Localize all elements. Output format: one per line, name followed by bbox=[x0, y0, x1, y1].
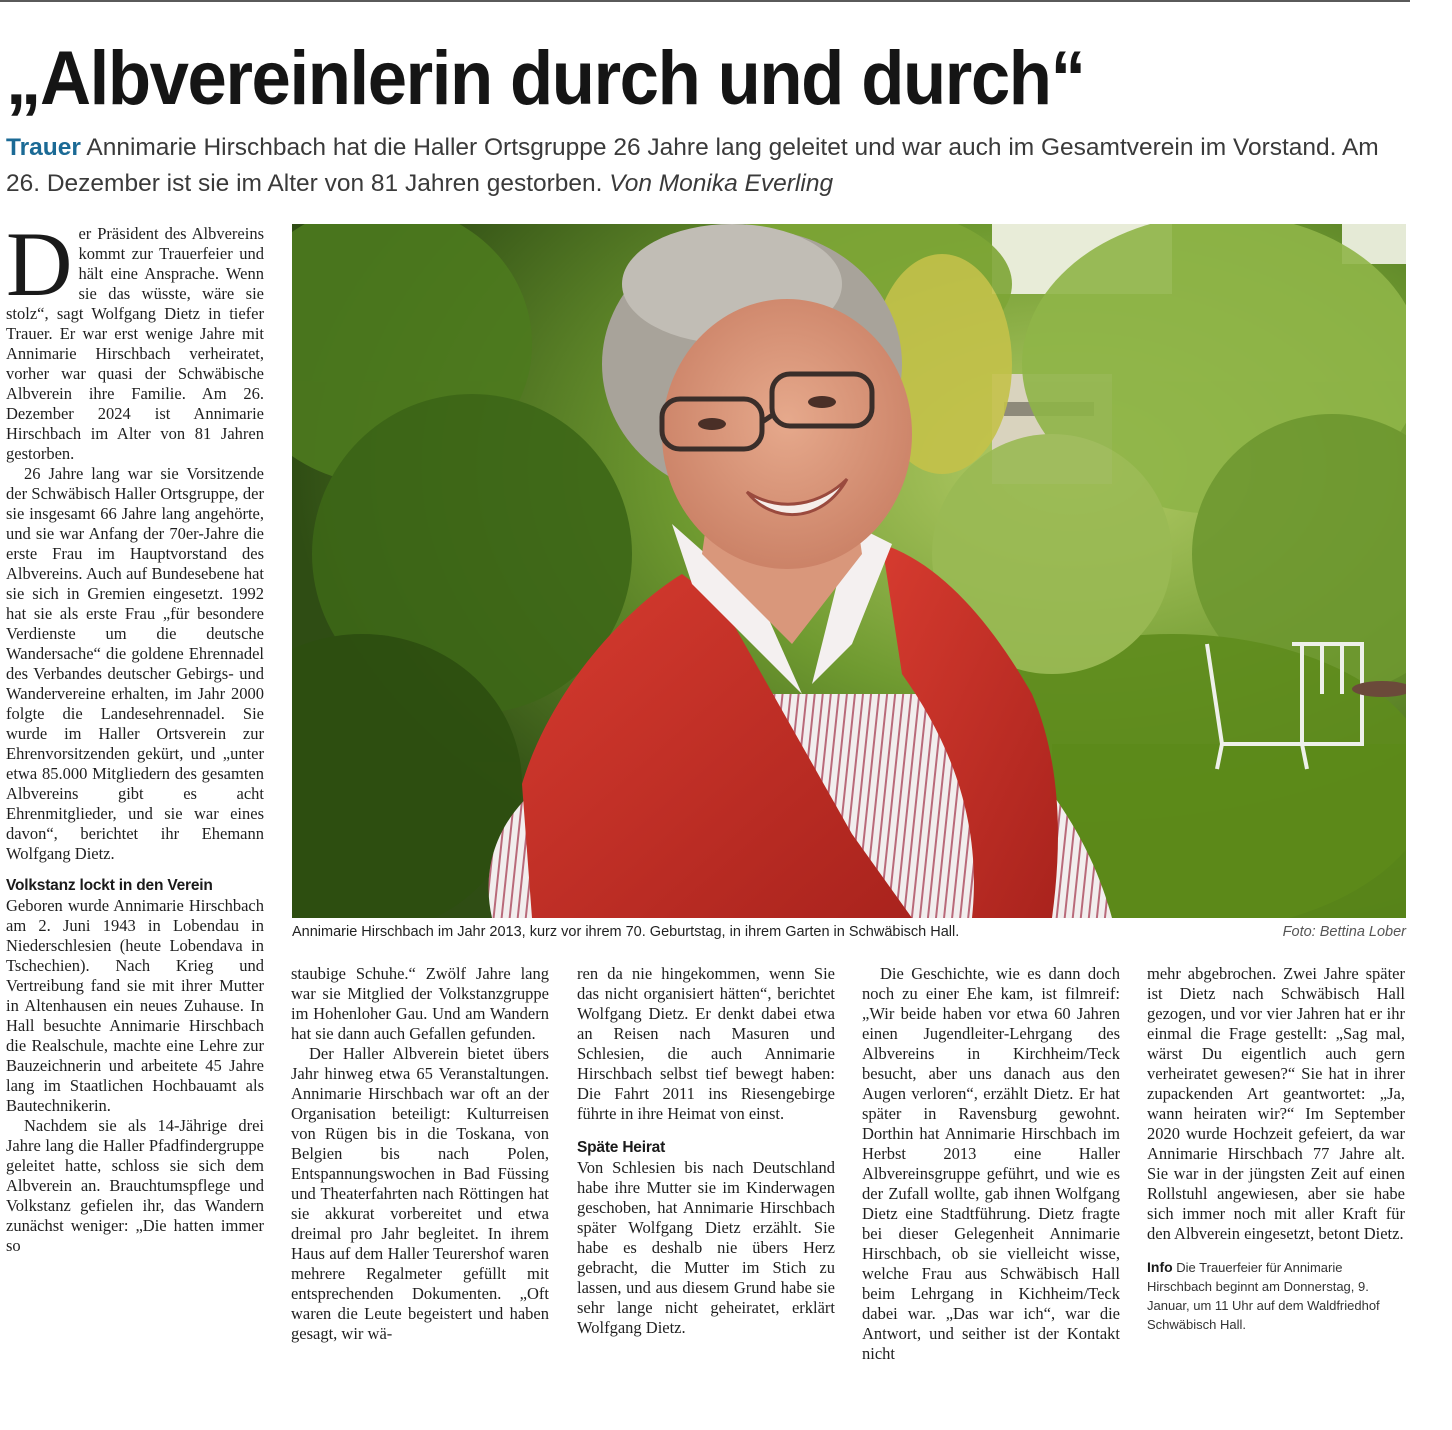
article-column-1 bbox=[6, 213, 264, 1256]
portrait-photo bbox=[292, 224, 1406, 918]
body-paragraph: Der Haller Albverein bietet übers Jahr hinweg etwa 65 Veranstaltungen. Annimarie Hirschbach war oft an der Organisation beteiligt: Kulturreisen von Rügen bis in die Toskana, von Belgien bis nach Polen, Entspannungswochen in Bad Füssing und Theaterfahrten nach Röttingen hat sie akkurat vorbereitet und etwa dreimal pro Jahr begleitet. In ihrem Haus auf dem Haller Teurershof waren mehrere Regalmeter gefüllt mit entsprechenden Dokumenten. „Oft waren die Leute begeistert und haben gesagt, wir wä- bbox=[291, 1044, 549, 1343]
article-column-5 bbox=[1147, 964, 1405, 1334]
body-paragraph: Von Schlesien bis nach Deutschland habe ihre Mutter sie im Kinderwagen geschoben, hat Annimarie Hirschbach später Wolfgang Dietz erzählt. Sie habe es deshalb nie übers Herz gebracht, die Mutter im Stich zu lassen, und aus diesem Grund habe sie sehr lange nicht geheiratet, erklärt Wolfgang Dietz. bbox=[577, 1158, 835, 1337]
body-paragraph: Geboren wurde Annimarie Hirschbach am 2. Juni 1943 in Lobendau in Niederschlesien (heute Lobendava in Tschechien). Nach Krieg und Vertreibung fand sie mit ihrer Mutter in Altenhausen ein neues Zuhause. In Hall besuchte Annimarie Hirschbach die Realschule, machte eine Lehre zur Bauzeichnerin und arbeitete 45 Jahre lang im Staatlichen Hochbauamt als Bautechnikerin. bbox=[6, 896, 264, 1115]
body-paragraph bbox=[6, 464, 264, 864]
body-paragraph: Nachdem sie als 14-Jährige drei Jahre lang die Haller Pfadfindergruppe geleitet hatte, schloss sie sich dem Albverein an. Brauchtumspflege und Volkstanz gefielen ihr, das Wandern zunächst weniger: „Die hatten immer so bbox=[6, 1116, 264, 1255]
info-text: Die Trauerfeier für Annimarie Hirschbach beginnt am Donnerstag, 9. Januar, um 11 Uhr auf dem Waldfriedhof Schwäbisch Hall. bbox=[1147, 1260, 1380, 1332]
article-column-4 bbox=[862, 964, 1120, 1364]
body-paragraph: ren da nie hingekommen, wenn Sie das nicht organisiert hätten“, berichtet Wolfgang Dietz. Er denkt dabei etwa an Reisen nach Masuren und Schlesien, die auch Annimarie Hirschbach selbst tief bewegt haben: Die Fahrt 2011 ins Riesengebirge führte in ihre Heimat von einst. bbox=[577, 964, 835, 1123]
headline: „Albvereinlerin durch und durch“ bbox=[6, 36, 1085, 121]
subheading-volkstanz: Volkstanz lockt in den Verein bbox=[6, 877, 213, 894]
body-paragraph: Die Geschichte, wie es dann doch noch zu einer Ehe kam, ist filmreif: „Wir beide haben vor etwa 60 Jahren einen Jugendleiter-Lehrgang des Albvereins in Kirchheim/Teck besucht, aber uns danach aus den Augen verloren“, erzählt Dietz. Er hat später in Ravensburg gewohnt. Dorthin hat Annimarie Hirschbach im Herbst 2013 eine Haller Albvereinsgruppe geführt, und wie es der Zufall wollte, gab ihnen Wolfgang Dietz eine Stadtführung. Dietz fragte bei dieser Gelegenheit Annimarie Hirschbach, ob sie vielleicht wisse, welche Frau aus Schwäbisch Hall beim Lehrgang in Kichheim/Teck dabei war. „Das war ich“, war die Antwort, und seither ist der Kontakt nicht bbox=[862, 964, 1120, 1363]
subhead bbox=[6, 130, 1406, 202]
top-rule bbox=[0, 0, 1410, 2]
photo-caption: Annimarie Hirschbach im Jahr 2013, kurz vor ihrem 70. Geburtstag, in ihrem Garten in Schwäbisch Hall. bbox=[292, 924, 960, 940]
author-byline: Von Monika Everling bbox=[609, 170, 834, 197]
info-box bbox=[1147, 1258, 1405, 1334]
photo-caption-bar bbox=[292, 924, 1406, 946]
body-paragraph: staubige Schuhe.“ Zwölf Jahre lang war sie Mitglied der Volkstanzgruppe im Hohenloher Gau. Und am Wandern hat sie dann auch Gefallen gefunden. bbox=[291, 964, 549, 1043]
article-column-3 bbox=[577, 964, 835, 1338]
photo-credit: Foto: Bettina Lober bbox=[1282, 924, 1406, 940]
body-paragraph: mehr abgebrochen. Zwei Jahre später ist Dietz nach Schwäbisch Hall gezogen, und vor vier Jahren hat er ihr einmal die Frage gestellt: „Sag mal, wärst Du eigentlich auch gern verheiratet gewesen?“ Sie hat in ihrer zupackenden Art geantwortet: „Ja, wann heiraten wir?“ Im September 2020 wurde Hochzeit gefeiert, da war Annimarie Hirschbach 77 Jahre alt. Sie war in der jüngsten Zeit auf einen Rollstuhl angewiesen, aber sie habe sich immer noch mit aller Kraft für den Albverein eingesetzt, betont Dietz. bbox=[1147, 964, 1405, 1243]
body-text: 26 Jahre lang war sie Vorsitzende der Schwäbisch Haller Ortsgruppe, der sie insgesamt 66 Jahre lang angehörte, und sie war Anfang der 70er-Jahre die erste Frau im Hauptvorstand des Albvereins. Auch auf Bundesebene hat sie sich in Gremien eingesetzt. 1992 hat sie als erste Frau „für besondere Verdienste um die deutsche Wandersache“ die goldene Ehrennadel des Verbandes deutscher Gebirgs- und Wandervereine erhalten, im Jahr 2000 folgte die Landesehrennadel. Sie wurde im Haller Ortsverein zur Ehrenvorsitzenden gekürt, und „unter etwa 85.000 Mitgliedern des gesamten Albvereins gibt es acht Ehrenmitglieder, und sie war eines davon“, berichtet ihr Ehemann Wolfgang Dietz. bbox=[6, 464, 264, 863]
subheading-spaete-heirat: Späte Heirat bbox=[577, 1139, 666, 1156]
subhead-kicker: Trauer bbox=[6, 134, 81, 161]
drop-cap: D bbox=[6, 213, 73, 315]
info-label: Info bbox=[1147, 1259, 1173, 1275]
article-column-2 bbox=[291, 964, 549, 1344]
subhead-text: Annimarie Hirschbach hat die Haller Ortsgruppe 26 Jahre lang geleitet und war auch im Gesamtverein im Vorstand. Am 26. Dezember ist sie im Alter von 81 Jahren gestorben. bbox=[6, 134, 1379, 197]
lead-paragraph bbox=[6, 213, 264, 464]
lead-text: er Präsident des Albvereins kommt zur Trauerfeier und hält eine Ansprache. Wenn sie das wüsste, wäre sie stolz“, sagt Wolfgang Dietz in tiefer Trauer. Er war erst wenige Jahre mit Annimarie Hirschbach verheiratet, vorher war quasi der Schwäbische Albverein ihre Familie. Am 26. Dezember 2024 ist Annimarie Hirschbach im Alter von 81 Jahren gestorben. bbox=[6, 224, 264, 463]
garden-portrait-image bbox=[292, 224, 1406, 918]
